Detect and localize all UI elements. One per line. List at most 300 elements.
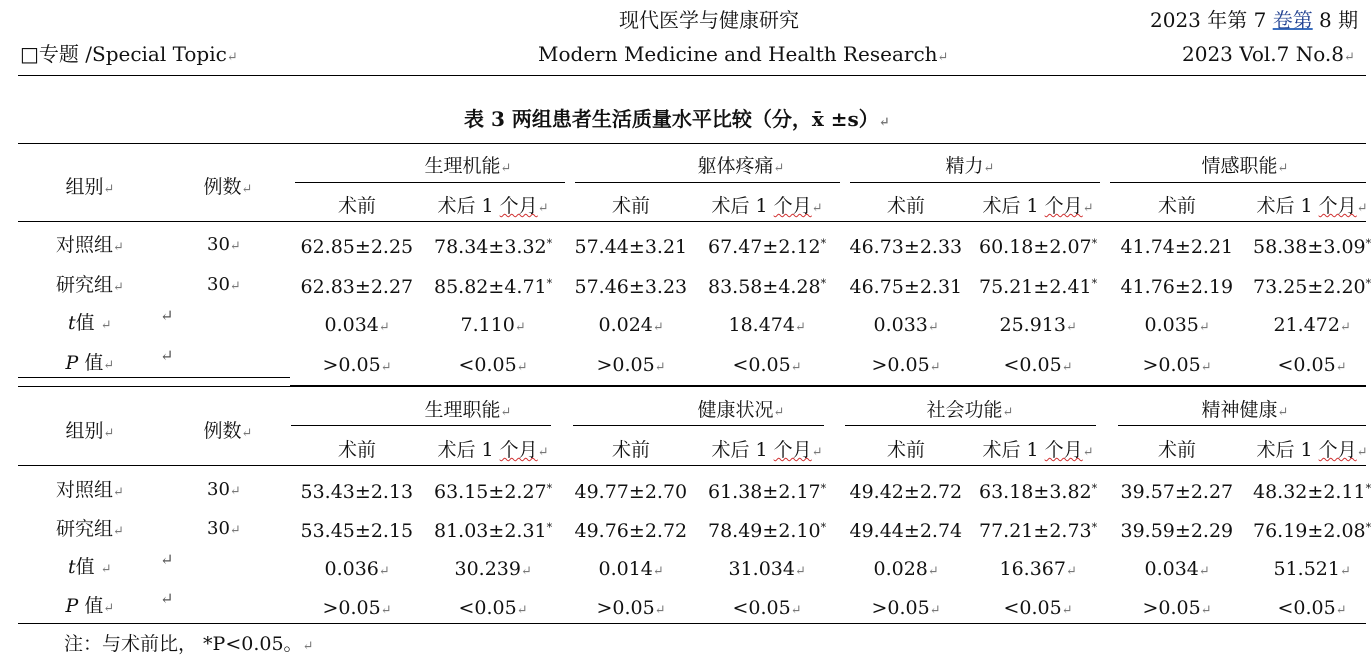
domain-header: 生理职能↵ bbox=[424, 399, 512, 421]
value-text: 46.73±2.33 bbox=[849, 236, 963, 258]
cell-value bbox=[575, 483, 688, 502]
table-title bbox=[464, 109, 890, 129]
return-mark-icon: ↵ bbox=[790, 360, 802, 375]
value-text: 51.521 bbox=[1273, 558, 1340, 580]
value-text: 30.239 bbox=[454, 558, 521, 580]
after-month: 个月 bbox=[1044, 195, 1083, 217]
cell-value bbox=[850, 278, 963, 297]
return-mark-icon: ↵ bbox=[1065, 320, 1077, 335]
return-mark-icon: ↵ bbox=[160, 589, 174, 608]
sub-header-before: 术前 bbox=[612, 195, 651, 217]
return-mark-icon: ↵ bbox=[1339, 564, 1351, 579]
value-text: >0.05 bbox=[596, 354, 655, 376]
section-label bbox=[20, 44, 238, 64]
return-mark-icon: ↵ bbox=[380, 603, 392, 618]
cell-value bbox=[301, 522, 414, 541]
row-label: 对照组↵ bbox=[56, 234, 124, 256]
return-mark-icon: ↵ bbox=[380, 360, 392, 375]
issue-cn-juan: 卷第 bbox=[1272, 8, 1313, 32]
cell-value bbox=[434, 522, 552, 541]
value-text: 16.367 bbox=[999, 558, 1066, 580]
significance-star: * bbox=[546, 482, 553, 495]
cell-value bbox=[323, 356, 392, 375]
value-text: 0.024 bbox=[598, 314, 653, 336]
cell-value bbox=[979, 483, 1097, 502]
return-mark-icon: ↵ bbox=[1082, 201, 1094, 216]
value-text: >0.05 bbox=[596, 597, 655, 619]
row-label-text: t bbox=[68, 556, 76, 578]
return-mark-icon: ↵ bbox=[1061, 360, 1073, 375]
value-text: <0.05 bbox=[732, 354, 791, 376]
value-text: 21.472 bbox=[1273, 314, 1340, 336]
cell-value bbox=[1145, 560, 1210, 579]
return-mark-icon: ↵ bbox=[537, 445, 549, 460]
value-text: 0.036 bbox=[324, 558, 379, 580]
value-text: 0.035 bbox=[1144, 314, 1199, 336]
cell-value bbox=[459, 599, 528, 618]
significance-star: * bbox=[1365, 521, 1371, 534]
cell-value bbox=[455, 560, 532, 579]
value-text: <0.05 bbox=[458, 597, 517, 619]
cell-value bbox=[979, 238, 1097, 257]
value-text: 0.028 bbox=[873, 558, 928, 580]
domain-underline bbox=[295, 182, 565, 183]
value-text: >0.05 bbox=[871, 354, 930, 376]
significance-star: * bbox=[546, 521, 553, 534]
row-label-text: P bbox=[65, 595, 79, 617]
value-text: 61.38±2.17 bbox=[708, 481, 821, 503]
sub-header-after bbox=[712, 197, 823, 216]
return-mark-icon: ↵ bbox=[229, 239, 241, 254]
case-count: 30↵ bbox=[207, 518, 241, 539]
sub-header-after bbox=[438, 441, 549, 460]
sub-header-after bbox=[1257, 197, 1368, 216]
value-text: 57.46±3.23 bbox=[574, 276, 688, 298]
return-mark-icon: ↵ bbox=[773, 405, 785, 420]
return-mark-icon: ↵ bbox=[514, 320, 526, 335]
cell-value bbox=[434, 238, 552, 257]
value-text: 46.75±2.31 bbox=[849, 276, 963, 298]
return-mark-icon: ↵ bbox=[160, 550, 174, 569]
cell-value bbox=[301, 483, 414, 502]
value-text: 77.21±2.73 bbox=[979, 520, 1092, 542]
return-mark-icon: ↵ bbox=[229, 523, 241, 538]
return-mark-icon: ↵ bbox=[927, 320, 939, 335]
domain-underline bbox=[573, 425, 824, 426]
sub-header-after bbox=[983, 441, 1094, 460]
significance-star: * bbox=[1365, 277, 1371, 290]
return-mark-icon: ↵ bbox=[160, 306, 174, 325]
return-mark-icon: ↵ bbox=[1198, 320, 1210, 335]
return-mark-icon: ↵ bbox=[878, 115, 890, 130]
cell-value bbox=[325, 316, 390, 335]
cell-value bbox=[979, 278, 1097, 297]
return-mark-icon: ↵ bbox=[773, 161, 785, 176]
return-mark-icon: ↵ bbox=[929, 360, 941, 375]
return-mark-icon: ↵ bbox=[929, 603, 941, 618]
return-mark-icon: ↵ bbox=[229, 484, 241, 499]
value-text: 75.21±2.41 bbox=[979, 276, 1092, 298]
table-bottom-rule bbox=[18, 377, 290, 378]
cell-value bbox=[1253, 238, 1371, 257]
return-mark-icon: ↵ bbox=[1335, 603, 1347, 618]
issue-cn-suffix: 8 期 bbox=[1312, 8, 1359, 32]
value-text: <0.05 bbox=[1003, 354, 1062, 376]
row-label: t值 ↵ bbox=[68, 312, 112, 334]
after-month: 个月 bbox=[773, 195, 812, 217]
cell-value bbox=[434, 483, 552, 502]
journal-title-en bbox=[538, 44, 948, 64]
value-text: 0.033 bbox=[873, 314, 928, 336]
significance-star: * bbox=[1091, 521, 1098, 534]
return-mark-icon: ↵ bbox=[100, 318, 112, 333]
table-bottom-rule bbox=[18, 623, 1366, 624]
value-text: 0.014 bbox=[598, 558, 653, 580]
cell-value bbox=[434, 278, 552, 297]
domain-header: 情感职能↵ bbox=[1201, 155, 1289, 177]
cell-value bbox=[708, 483, 826, 502]
cell-value bbox=[872, 356, 941, 375]
return-mark-icon: ↵ bbox=[790, 603, 802, 618]
cell-value bbox=[733, 356, 802, 375]
value-text: <0.05 bbox=[458, 354, 517, 376]
return-mark-icon: ↵ bbox=[113, 485, 124, 500]
header-rule bbox=[18, 75, 1366, 76]
cell-value bbox=[597, 356, 666, 375]
significance-star: * bbox=[1365, 482, 1371, 495]
cell-value bbox=[301, 278, 414, 297]
return-mark-icon: ↵ bbox=[378, 320, 390, 335]
domain-underline bbox=[1118, 425, 1366, 426]
value-text: 41.74±2.21 bbox=[1120, 236, 1234, 258]
domain-underline bbox=[575, 182, 840, 183]
return-mark-icon: ↵ bbox=[1198, 564, 1210, 579]
cell-value bbox=[1143, 356, 1212, 375]
domain-underline bbox=[1110, 182, 1366, 183]
significance-star: * bbox=[1091, 237, 1098, 250]
after-text: 术后 1 bbox=[982, 195, 1045, 217]
value-text: 53.45±2.15 bbox=[300, 520, 414, 542]
row-label: 对照组↵ bbox=[56, 479, 124, 501]
return-mark-icon: ↵ bbox=[1335, 360, 1347, 375]
return-mark-icon: ↵ bbox=[520, 564, 532, 579]
value-text: 39.57±2.27 bbox=[1120, 481, 1234, 503]
after-text: 术后 1 bbox=[437, 439, 500, 461]
return-mark-icon: ↵ bbox=[1002, 405, 1014, 420]
domain-underline bbox=[291, 425, 551, 426]
return-mark-icon: ↵ bbox=[811, 445, 823, 460]
cell-value bbox=[850, 522, 963, 541]
significance-star: * bbox=[546, 237, 553, 250]
return-mark-icon: ↵ bbox=[654, 360, 666, 375]
sub-header-before: 术前 bbox=[1158, 195, 1197, 217]
cell-value bbox=[874, 560, 939, 579]
return-mark-icon: ↵ bbox=[652, 564, 664, 579]
return-mark-icon: ↵ bbox=[1356, 445, 1368, 460]
cell-value bbox=[599, 560, 664, 579]
return-mark-icon: ↵ bbox=[794, 564, 806, 579]
case-count: 30↵ bbox=[207, 479, 241, 500]
cell-value bbox=[301, 238, 414, 257]
return-mark-icon: ↵ bbox=[241, 182, 253, 197]
value-text: 25.913 bbox=[999, 314, 1066, 336]
return-mark-icon: ↵ bbox=[937, 50, 949, 65]
cell-value bbox=[979, 522, 1097, 541]
value-text: 63.18±3.82 bbox=[979, 481, 1092, 503]
journal-issue-en bbox=[1182, 44, 1355, 64]
value-text: 49.42±2.72 bbox=[849, 481, 963, 503]
sub-header-after bbox=[712, 441, 823, 460]
return-mark-icon: ↵ bbox=[1061, 603, 1073, 618]
return-mark-icon: ↵ bbox=[1339, 320, 1351, 335]
return-mark-icon: ↵ bbox=[241, 426, 253, 441]
journal-title-cn: 现代医学与健康研究 bbox=[619, 8, 799, 32]
cell-value bbox=[1004, 599, 1073, 618]
journal-en-text: Modern Medicine and Health Research bbox=[538, 42, 938, 66]
after-month: 个月 bbox=[1318, 195, 1357, 217]
domain-underline bbox=[845, 425, 1096, 426]
value-text: >0.05 bbox=[1142, 597, 1201, 619]
value-text: >0.05 bbox=[322, 354, 381, 376]
sub-header-after bbox=[983, 197, 1094, 216]
value-text: 58.38±3.09 bbox=[1253, 236, 1366, 258]
value-text: 18.474 bbox=[728, 314, 795, 336]
header-bottom-rule bbox=[18, 221, 1366, 222]
col-header-group: 组别↵ bbox=[65, 420, 115, 442]
value-text: 39.59±2.29 bbox=[1120, 520, 1234, 542]
after-text: 术后 1 bbox=[982, 439, 1045, 461]
value-text: <0.05 bbox=[1277, 597, 1336, 619]
cell-value bbox=[729, 316, 806, 335]
cell-value bbox=[1253, 483, 1371, 502]
cell-value bbox=[323, 599, 392, 618]
cell-value bbox=[708, 238, 826, 257]
return-mark-icon: ↵ bbox=[500, 405, 512, 420]
return-mark-icon: ↵ bbox=[983, 161, 995, 176]
cell-value bbox=[1004, 356, 1073, 375]
value-text: <0.05 bbox=[732, 597, 791, 619]
return-mark-icon: ↵ bbox=[302, 639, 314, 654]
row-label-text: P bbox=[65, 352, 79, 374]
return-mark-icon: ↵ bbox=[160, 346, 174, 365]
row-label: t值 ↵ bbox=[68, 556, 112, 578]
return-mark-icon: ↵ bbox=[103, 426, 115, 441]
value-text: 60.18±2.07 bbox=[979, 236, 1092, 258]
cell-value bbox=[1121, 278, 1234, 297]
value-text: 53.43±2.13 bbox=[300, 481, 414, 503]
domain-underline bbox=[850, 182, 1100, 183]
cell-value bbox=[874, 316, 939, 335]
return-mark-icon: ↵ bbox=[1065, 564, 1077, 579]
value-text: 31.034 bbox=[728, 558, 795, 580]
return-mark-icon: ↵ bbox=[113, 280, 124, 295]
value-text: >0.05 bbox=[871, 597, 930, 619]
value-text: 62.83±2.27 bbox=[300, 276, 414, 298]
return-mark-icon: ↵ bbox=[652, 320, 664, 335]
return-mark-icon: ↵ bbox=[654, 603, 666, 618]
cell-value bbox=[575, 278, 688, 297]
table-note bbox=[64, 635, 313, 654]
section-text: □专题 /Special Topic bbox=[20, 42, 227, 66]
issue-cn-prefix: 2023 年第 7 bbox=[1150, 8, 1273, 32]
value-text: <0.05 bbox=[1277, 354, 1336, 376]
return-mark-icon: ↵ bbox=[1356, 201, 1368, 216]
after-text: 术后 1 bbox=[1256, 195, 1319, 217]
cell-value bbox=[708, 278, 826, 297]
domain-header: 精神健康↵ bbox=[1201, 399, 1289, 421]
after-month: 个月 bbox=[499, 195, 538, 217]
return-mark-icon: ↵ bbox=[500, 161, 512, 176]
significance-star: * bbox=[820, 482, 827, 495]
significance-star: * bbox=[820, 277, 827, 290]
return-mark-icon: ↵ bbox=[516, 360, 528, 375]
domain-header: 生理机能↵ bbox=[424, 155, 512, 177]
header-bottom-rule bbox=[18, 465, 1366, 466]
cell-value bbox=[872, 599, 941, 618]
cell-value bbox=[1121, 483, 1234, 502]
return-mark-icon: ↵ bbox=[113, 240, 124, 255]
value-text: 62.85±2.25 bbox=[300, 236, 414, 258]
cell-value bbox=[1274, 560, 1351, 579]
domain-header: 健康状况↵ bbox=[697, 399, 785, 421]
value-text: >0.05 bbox=[322, 597, 381, 619]
after-text: 术后 1 bbox=[437, 195, 500, 217]
return-mark-icon: ↵ bbox=[1277, 405, 1289, 420]
cell-value bbox=[597, 599, 666, 618]
table-top-rule bbox=[18, 143, 1366, 144]
significance-star: * bbox=[1091, 482, 1098, 495]
cell-value bbox=[1253, 522, 1371, 541]
cell-value bbox=[1121, 522, 1234, 541]
return-mark-icon: ↵ bbox=[378, 564, 390, 579]
sub-header-before: 术前 bbox=[338, 439, 377, 461]
cell-value bbox=[1253, 278, 1371, 297]
value-text: 7.110 bbox=[460, 314, 515, 336]
significance-star: * bbox=[1091, 277, 1098, 290]
sub-header-before: 术前 bbox=[887, 195, 926, 217]
cell-value bbox=[459, 356, 528, 375]
cell-value bbox=[1278, 599, 1347, 618]
return-mark-icon: ↵ bbox=[103, 182, 115, 197]
value-text: 78.49±2.10 bbox=[708, 520, 821, 542]
cell-value bbox=[575, 238, 688, 257]
after-month: 个月 bbox=[1044, 439, 1083, 461]
return-mark-icon: ↵ bbox=[537, 201, 549, 216]
value-text: 67.47±2.12 bbox=[708, 236, 821, 258]
significance-star: * bbox=[820, 237, 827, 250]
cell-value bbox=[1000, 316, 1077, 335]
significance-star: * bbox=[546, 277, 553, 290]
row-label: 研究组↵ bbox=[56, 274, 124, 296]
issue-en-text: 2023 Vol.7 No.8 bbox=[1182, 42, 1345, 66]
return-mark-icon: ↵ bbox=[103, 601, 115, 616]
return-mark-icon: ↵ bbox=[1200, 360, 1212, 375]
cell-value bbox=[1145, 316, 1210, 335]
cell-value bbox=[1278, 356, 1347, 375]
value-text: >0.05 bbox=[1142, 354, 1201, 376]
after-month: 个月 bbox=[1318, 439, 1357, 461]
return-mark-icon: ↵ bbox=[1344, 50, 1355, 65]
domain-header: 社会功能↵ bbox=[926, 399, 1014, 421]
sub-header-before: 术前 bbox=[887, 439, 926, 461]
return-mark-icon: ↵ bbox=[1277, 161, 1289, 176]
value-text: 49.76±2.72 bbox=[574, 520, 688, 542]
sub-header-before: 术前 bbox=[1158, 439, 1197, 461]
cell-value bbox=[1121, 238, 1234, 257]
row-label: P 值↵ bbox=[65, 595, 115, 617]
value-text: 49.44±2.74 bbox=[849, 520, 963, 542]
value-text: 48.32±2.11 bbox=[1253, 481, 1366, 503]
value-text: 78.34±3.32 bbox=[434, 236, 547, 258]
return-mark-icon: ↵ bbox=[794, 320, 806, 335]
row-label-text: t bbox=[68, 312, 76, 334]
value-text: 57.44±3.21 bbox=[574, 236, 688, 258]
return-mark-icon: ↵ bbox=[1200, 603, 1212, 618]
value-text: <0.05 bbox=[1003, 597, 1062, 619]
cell-value bbox=[850, 483, 963, 502]
sub-header-after bbox=[1257, 441, 1368, 460]
col-header-cases: 例数↵ bbox=[203, 420, 253, 442]
return-mark-icon: ↵ bbox=[226, 50, 238, 65]
cell-value bbox=[325, 560, 390, 579]
cell-value bbox=[1274, 316, 1351, 335]
return-mark-icon: ↵ bbox=[100, 562, 112, 577]
return-mark-icon: ↵ bbox=[1082, 445, 1094, 460]
return-mark-icon: ↵ bbox=[229, 279, 241, 294]
significance-star: * bbox=[820, 521, 827, 534]
value-text: 76.19±2.08 bbox=[1253, 520, 1366, 542]
case-count: 30↵ bbox=[207, 274, 241, 295]
sub-header-before: 术前 bbox=[612, 439, 651, 461]
after-text: 术后 1 bbox=[1256, 439, 1319, 461]
sub-header-after bbox=[438, 197, 549, 216]
value-text: 41.76±2.19 bbox=[1120, 276, 1234, 298]
cell-value bbox=[599, 316, 664, 335]
cell-value bbox=[1143, 599, 1212, 618]
cell-value bbox=[708, 522, 826, 541]
return-mark-icon: ↵ bbox=[103, 358, 115, 373]
row-label: 研究组↵ bbox=[56, 518, 124, 540]
value-text: 0.034 bbox=[1144, 558, 1199, 580]
col-header-group: 组别↵ bbox=[65, 176, 115, 198]
after-month: 个月 bbox=[773, 439, 812, 461]
table-title-text: 表 3 两组患者生活质量水平比较（分，x̄ ±s） bbox=[464, 107, 879, 131]
value-text: 0.034 bbox=[324, 314, 379, 336]
table-top-rule bbox=[18, 386, 1366, 387]
return-mark-icon: ↵ bbox=[811, 201, 823, 216]
value-text: 73.25±2.20 bbox=[1253, 276, 1366, 298]
value-text: 83.58±4.28 bbox=[708, 276, 821, 298]
value-text: 81.03±2.31 bbox=[434, 520, 547, 542]
return-mark-icon: ↵ bbox=[516, 603, 528, 618]
sub-header-before: 术前 bbox=[338, 195, 377, 217]
cell-value bbox=[850, 238, 963, 257]
cell-value bbox=[729, 560, 806, 579]
after-month: 个月 bbox=[499, 439, 538, 461]
journal-issue-cn bbox=[1150, 10, 1358, 30]
cell-value bbox=[1000, 560, 1077, 579]
case-count: 30↵ bbox=[207, 234, 241, 255]
domain-header: 精力↵ bbox=[945, 155, 995, 177]
cell-value bbox=[461, 316, 526, 335]
row-label: P 值↵ bbox=[65, 352, 115, 374]
after-text: 术后 1 bbox=[711, 195, 774, 217]
cell-value bbox=[733, 599, 802, 618]
return-mark-icon: ↵ bbox=[927, 564, 939, 579]
cell-value bbox=[575, 522, 688, 541]
significance-star: * bbox=[1365, 237, 1371, 250]
col-header-cases: 例数↵ bbox=[203, 176, 253, 198]
